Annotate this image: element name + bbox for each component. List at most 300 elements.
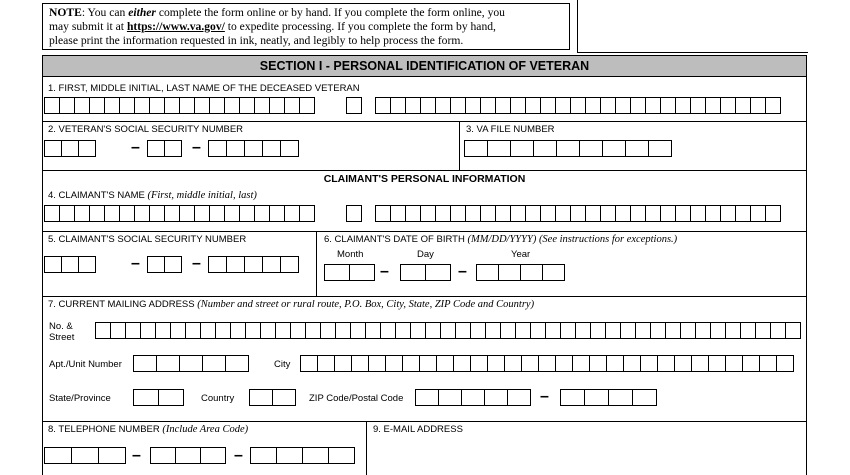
character-box[interactable] — [280, 140, 299, 157]
zip-dash: – — [540, 388, 549, 405]
character-box[interactable] — [110, 322, 126, 339]
character-box[interactable] — [740, 322, 756, 339]
character-box[interactable] — [249, 389, 273, 406]
character-box[interactable] — [500, 322, 516, 339]
character-box[interactable] — [720, 205, 736, 222]
character-box[interactable] — [365, 322, 381, 339]
character-box[interactable] — [465, 205, 481, 222]
character-box[interactable] — [209, 97, 225, 114]
item6-hint: (MM/DD/YYYY) (See instructions for exceptions.) — [467, 234, 678, 245]
character-box[interactable] — [545, 322, 561, 339]
character-box[interactable] — [453, 355, 471, 372]
character-box[interactable] — [320, 322, 336, 339]
item8-hint: (Include Area Code) — [162, 424, 249, 435]
character-box[interactable] — [770, 322, 786, 339]
character-box[interactable] — [346, 205, 362, 222]
email-field[interactable] — [372, 440, 802, 472]
phone-area-code-field[interactable] — [44, 447, 126, 464]
character-box[interactable] — [520, 264, 543, 281]
character-box[interactable] — [405, 97, 421, 114]
character-box[interactable] — [276, 447, 303, 464]
character-box[interactable] — [570, 97, 586, 114]
character-box[interactable] — [150, 447, 176, 464]
claimant-last-name-field[interactable] — [375, 205, 781, 222]
character-box[interactable] — [328, 447, 355, 464]
item4-hint: (First, middle initial, last) — [147, 190, 257, 201]
character-box[interactable] — [735, 205, 751, 222]
character-box[interactable] — [560, 322, 576, 339]
character-box[interactable] — [158, 389, 184, 406]
character-box[interactable] — [419, 355, 437, 372]
character-box[interactable] — [346, 97, 362, 114]
character-box[interactable] — [495, 97, 511, 114]
apt-field[interactable] — [133, 355, 249, 372]
character-box[interactable] — [590, 322, 606, 339]
street-label — [49, 321, 74, 343]
character-box[interactable] — [71, 447, 99, 464]
character-box[interactable] — [156, 355, 180, 372]
character-box[interactable] — [147, 140, 165, 157]
claimant-ssn-part2[interactable] — [147, 256, 182, 273]
character-box[interactable] — [555, 97, 571, 114]
character-box[interactable] — [710, 322, 726, 339]
rule-after-item4 — [42, 231, 807, 232]
character-box[interactable] — [720, 97, 736, 114]
character-box[interactable] — [149, 97, 165, 114]
claimant-info-heading: CLAIMANT'S PERSONAL INFORMATION — [323, 173, 526, 185]
claimant-first-name-field[interactable] — [44, 205, 315, 222]
character-box[interactable] — [600, 205, 616, 222]
item7-text: 7. CURRENT MAILING ADDRESS — [48, 299, 195, 310]
character-box[interactable] — [375, 205, 391, 222]
character-box[interactable] — [299, 97, 315, 114]
character-box[interactable] — [104, 97, 120, 114]
character-box[interactable] — [690, 97, 706, 114]
character-box[interactable] — [147, 256, 165, 273]
character-box[interactable] — [149, 205, 165, 222]
character-box[interactable] — [605, 322, 621, 339]
character-box[interactable] — [645, 97, 661, 114]
character-box[interactable] — [525, 205, 541, 222]
item7-label — [48, 299, 534, 310]
character-box[interactable] — [224, 97, 240, 114]
character-box[interactable] — [420, 205, 436, 222]
character-box[interactable] — [602, 140, 626, 157]
character-box[interactable] — [560, 389, 585, 406]
character-box[interactable] — [455, 322, 471, 339]
character-box[interactable] — [615, 205, 631, 222]
character-box[interactable] — [78, 140, 96, 157]
character-box[interactable] — [484, 389, 508, 406]
character-box[interactable] — [776, 355, 794, 372]
character-box[interactable] — [179, 97, 195, 114]
character-box[interactable] — [44, 256, 62, 273]
character-box[interactable] — [269, 97, 285, 114]
character-box[interactable] — [179, 205, 195, 222]
character-box[interactable] — [495, 205, 511, 222]
dob-year-label: Year — [511, 249, 531, 260]
dob-month-field[interactable] — [324, 264, 375, 281]
character-box[interactable] — [485, 322, 501, 339]
character-box[interactable] — [400, 264, 426, 281]
character-box[interactable] — [525, 97, 541, 114]
character-box[interactable] — [125, 322, 141, 339]
character-box[interactable] — [540, 205, 556, 222]
item4-text: 4. CLAIMANT'S NAME — [48, 190, 145, 201]
character-box[interactable] — [640, 355, 658, 372]
character-box[interactable] — [695, 322, 711, 339]
character-box[interactable] — [540, 97, 556, 114]
city-label: City — [274, 359, 291, 370]
character-box[interactable] — [74, 205, 90, 222]
character-box[interactable] — [585, 205, 601, 222]
phone-line-field[interactable] — [250, 447, 355, 464]
divider-item2-3 — [459, 121, 460, 170]
character-box[interactable] — [725, 355, 743, 372]
character-box[interactable] — [194, 205, 210, 222]
character-box[interactable] — [349, 264, 375, 281]
note-either: either — [128, 6, 156, 19]
character-box[interactable] — [155, 322, 171, 339]
character-box[interactable] — [650, 322, 666, 339]
character-box[interactable] — [584, 389, 609, 406]
character-box[interactable] — [675, 205, 691, 222]
character-box[interactable] — [785, 322, 801, 339]
country-field[interactable] — [249, 389, 296, 406]
character-box[interactable] — [765, 205, 781, 222]
character-box[interactable] — [164, 256, 182, 273]
character-box[interactable] — [78, 256, 96, 273]
character-box[interactable] — [250, 447, 277, 464]
character-box[interactable] — [194, 97, 210, 114]
character-box[interactable] — [623, 355, 641, 372]
item9-label: 9. E-MAIL ADDRESS — [373, 424, 463, 435]
character-box[interactable] — [300, 355, 318, 372]
character-box[interactable] — [74, 97, 90, 114]
character-box[interactable] — [275, 322, 291, 339]
character-box[interactable] — [665, 322, 681, 339]
dob-month-label: Month — [337, 249, 364, 260]
character-box[interactable] — [200, 447, 226, 464]
character-box[interactable] — [380, 322, 396, 339]
character-box[interactable] — [226, 140, 245, 157]
character-box[interactable] — [464, 140, 488, 157]
character-box[interactable] — [244, 140, 263, 157]
character-box[interactable] — [660, 97, 676, 114]
character-box[interactable] — [185, 322, 201, 339]
zip-field[interactable] — [415, 389, 531, 406]
character-box[interactable] — [645, 205, 661, 222]
dob-year-field[interactable] — [476, 264, 565, 281]
character-box[interactable] — [209, 205, 225, 222]
character-box[interactable] — [436, 355, 454, 372]
character-box[interactable] — [44, 205, 60, 222]
character-box[interactable] — [302, 447, 329, 464]
phone-dash-1: – — [132, 447, 141, 464]
character-box[interactable] — [350, 322, 366, 339]
character-box[interactable] — [305, 322, 321, 339]
character-box[interactable] — [438, 389, 462, 406]
character-box[interactable] — [269, 205, 285, 222]
rule-after-item7 — [42, 421, 807, 422]
character-box[interactable] — [755, 322, 771, 339]
character-box[interactable] — [425, 322, 441, 339]
character-box[interactable] — [175, 447, 201, 464]
character-box[interactable] — [284, 97, 300, 114]
claimant-ssn-part1[interactable] — [44, 256, 96, 273]
character-box[interactable] — [44, 447, 72, 464]
character-box[interactable] — [750, 205, 766, 222]
character-box[interactable] — [134, 97, 150, 114]
character-box[interactable] — [368, 355, 386, 372]
character-box[interactable] — [476, 264, 499, 281]
veteran-ssn-part2[interactable] — [147, 140, 182, 157]
character-box[interactable] — [521, 355, 539, 372]
character-box[interactable] — [620, 322, 636, 339]
claimant-middle-initial-field[interactable] — [346, 205, 362, 222]
character-box[interactable] — [572, 355, 590, 372]
dob-dash-2: – — [458, 263, 467, 280]
character-box[interactable] — [600, 97, 616, 114]
item6-text: 6. CLAIMANT'S DATE OF BIRTH — [324, 234, 465, 245]
character-box[interactable] — [119, 97, 135, 114]
character-box[interactable] — [95, 322, 111, 339]
character-box[interactable] — [585, 97, 601, 114]
character-box[interactable] — [89, 205, 105, 222]
zip-ext-field[interactable] — [560, 389, 657, 406]
character-box[interactable] — [208, 256, 227, 273]
section1-heading: SECTION I - PERSONAL IDENTIFICATION OF VETERAN — [43, 56, 806, 77]
claimant-ssn-dash-1: – — [131, 255, 140, 272]
character-box[interactable] — [284, 205, 300, 222]
character-box[interactable] — [530, 322, 546, 339]
character-box[interactable] — [750, 97, 766, 114]
character-box[interactable] — [510, 140, 534, 157]
claimant-ssn-part3[interactable] — [208, 256, 299, 273]
character-box[interactable] — [385, 355, 403, 372]
character-box[interactable] — [262, 140, 281, 157]
character-box[interactable] — [351, 355, 369, 372]
character-box[interactable] — [415, 389, 439, 406]
item5-label: 5. CLAIMANT'S SOCIAL SECURITY NUMBER — [48, 234, 247, 245]
character-box[interactable] — [317, 355, 335, 372]
ssn-dash-2: – — [192, 139, 201, 156]
character-box[interactable] — [515, 322, 531, 339]
dob-day-label: Day — [417, 249, 434, 260]
character-box[interactable] — [742, 355, 760, 372]
character-box[interactable] — [262, 256, 281, 273]
character-box[interactable] — [164, 205, 180, 222]
divider-item8-9 — [366, 421, 367, 475]
street-label-line1: No. & — [49, 321, 73, 332]
character-box[interactable] — [164, 97, 180, 114]
character-box[interactable] — [648, 140, 672, 157]
character-box[interactable] — [280, 256, 299, 273]
instructions-note — [42, 4, 570, 50]
character-box[interactable] — [579, 140, 603, 157]
character-box[interactable] — [272, 389, 296, 406]
character-box[interactable] — [405, 205, 421, 222]
character-box[interactable] — [533, 140, 557, 157]
character-box[interactable] — [402, 355, 420, 372]
character-box[interactable] — [691, 355, 709, 372]
character-box[interactable] — [225, 355, 249, 372]
character-box[interactable] — [134, 205, 150, 222]
character-box[interactable] — [164, 140, 182, 157]
item7-hint: (Number and street or rural route, P.O. Box, City, State, ZIP Code and Country) — [197, 299, 535, 310]
character-box[interactable] — [575, 322, 591, 339]
character-box[interactable] — [507, 389, 531, 406]
character-box[interactable] — [98, 447, 126, 464]
character-box[interactable] — [435, 97, 451, 114]
character-box[interactable] — [324, 264, 350, 281]
character-box[interactable] — [179, 355, 203, 372]
character-box[interactable] — [254, 205, 270, 222]
veteran-first-name-field[interactable] — [44, 97, 315, 114]
character-box[interactable] — [498, 264, 521, 281]
character-box[interactable] — [239, 97, 255, 114]
character-box[interactable] — [542, 264, 565, 281]
character-box[interactable] — [450, 205, 466, 222]
character-box[interactable] — [615, 97, 631, 114]
character-box[interactable] — [390, 205, 406, 222]
item2-label: 2. VETERAN'S SOCIAL SECURITY NUMBER — [48, 124, 244, 135]
character-box[interactable] — [299, 205, 315, 222]
character-box[interactable] — [119, 205, 135, 222]
character-box[interactable] — [538, 355, 556, 372]
character-box[interactable] — [440, 322, 456, 339]
character-box[interactable] — [690, 205, 706, 222]
character-box[interactable] — [335, 322, 351, 339]
va-file-number-field[interactable] — [464, 140, 672, 157]
character-box[interactable] — [675, 97, 691, 114]
character-box[interactable] — [425, 264, 451, 281]
character-box[interactable] — [504, 355, 522, 372]
character-box[interactable] — [606, 355, 624, 372]
note-text-1: : You can — [81, 6, 129, 19]
character-box[interactable] — [632, 389, 657, 406]
character-box[interactable] — [104, 205, 120, 222]
character-box[interactable] — [170, 322, 186, 339]
character-box[interactable] — [608, 389, 633, 406]
character-box[interactable] — [44, 97, 60, 114]
character-box[interactable] — [657, 355, 675, 372]
state-field[interactable] — [133, 389, 184, 406]
state-label: State/Province — [49, 393, 111, 404]
character-box[interactable] — [480, 205, 496, 222]
character-box[interactable] — [224, 205, 240, 222]
character-box[interactable] — [705, 205, 721, 222]
character-box[interactable] — [208, 140, 227, 157]
character-box[interactable] — [510, 97, 526, 114]
character-box[interactable] — [555, 355, 573, 372]
character-box[interactable] — [200, 322, 216, 339]
character-box[interactable] — [450, 97, 466, 114]
character-box[interactable] — [510, 205, 526, 222]
veteran-ssn-part3[interactable] — [208, 140, 299, 157]
character-box[interactable] — [61, 256, 79, 273]
va-link[interactable]: https://www.va.gov/ — [126, 20, 225, 33]
character-box[interactable] — [680, 322, 696, 339]
character-box[interactable] — [44, 140, 62, 157]
phone-prefix-field[interactable] — [150, 447, 226, 464]
character-box[interactable] — [735, 97, 751, 114]
character-box[interactable] — [759, 355, 777, 372]
veteran-last-name-field[interactable] — [375, 97, 781, 114]
character-box[interactable] — [487, 140, 511, 157]
character-box[interactable] — [705, 97, 721, 114]
character-box[interactable] — [334, 355, 352, 372]
character-box[interactable] — [254, 97, 270, 114]
character-box[interactable] — [239, 205, 255, 222]
character-box[interactable] — [470, 322, 486, 339]
character-box[interactable] — [420, 97, 436, 114]
character-box[interactable] — [765, 97, 781, 114]
note-text-3: may submit it at — [49, 20, 127, 33]
character-box[interactable] — [480, 97, 496, 114]
character-box[interactable] — [465, 97, 481, 114]
character-box[interactable] — [555, 205, 571, 222]
character-box[interactable] — [133, 389, 159, 406]
phone-dash-2: – — [234, 447, 243, 464]
character-box[interactable] — [89, 97, 105, 114]
character-box[interactable] — [390, 97, 406, 114]
item1-label: 1. FIRST, MIDDLE INITIAL, LAST NAME OF THE DECEASED VETERAN — [48, 83, 360, 94]
character-box[interactable] — [556, 140, 580, 157]
character-box[interactable] — [660, 205, 676, 222]
character-box[interactable] — [395, 322, 411, 339]
character-box[interactable] — [625, 140, 649, 157]
character-box[interactable] — [630, 97, 646, 114]
rule-after-item5 — [42, 296, 807, 297]
character-box[interactable] — [461, 389, 485, 406]
character-box[interactable] — [375, 97, 391, 114]
character-box[interactable] — [290, 322, 306, 339]
character-box[interactable] — [59, 205, 75, 222]
street-field[interactable] — [95, 322, 801, 339]
character-box[interactable] — [410, 322, 426, 339]
character-box[interactable] — [215, 322, 231, 339]
city-field[interactable] — [300, 355, 794, 372]
character-box[interactable] — [260, 322, 276, 339]
character-box[interactable] — [244, 256, 263, 273]
zip-label: ZIP Code/Postal Code — [309, 393, 404, 404]
character-box[interactable] — [245, 322, 261, 339]
character-box[interactable] — [589, 355, 607, 372]
character-box[interactable] — [140, 322, 156, 339]
character-box[interactable] — [226, 256, 245, 273]
character-box[interactable] — [133, 355, 157, 372]
veteran-middle-initial-field[interactable] — [346, 97, 362, 114]
dob-day-field[interactable] — [400, 264, 451, 281]
character-box[interactable] — [635, 322, 651, 339]
character-box[interactable] — [630, 205, 646, 222]
character-box[interactable] — [61, 140, 79, 157]
character-box[interactable] — [725, 322, 741, 339]
item4-label — [48, 190, 257, 201]
character-box[interactable] — [59, 97, 75, 114]
note-text-2: complete the form online or by hand. If you complete the form online, you — [155, 6, 505, 19]
character-box[interactable] — [470, 355, 488, 372]
character-box[interactable] — [202, 355, 226, 372]
character-box[interactable] — [708, 355, 726, 372]
character-box[interactable] — [230, 322, 246, 339]
character-box[interactable] — [570, 205, 586, 222]
veteran-ssn-part1[interactable] — [44, 140, 96, 157]
character-box[interactable] — [487, 355, 505, 372]
character-box[interactable] — [435, 205, 451, 222]
character-box[interactable] — [674, 355, 692, 372]
